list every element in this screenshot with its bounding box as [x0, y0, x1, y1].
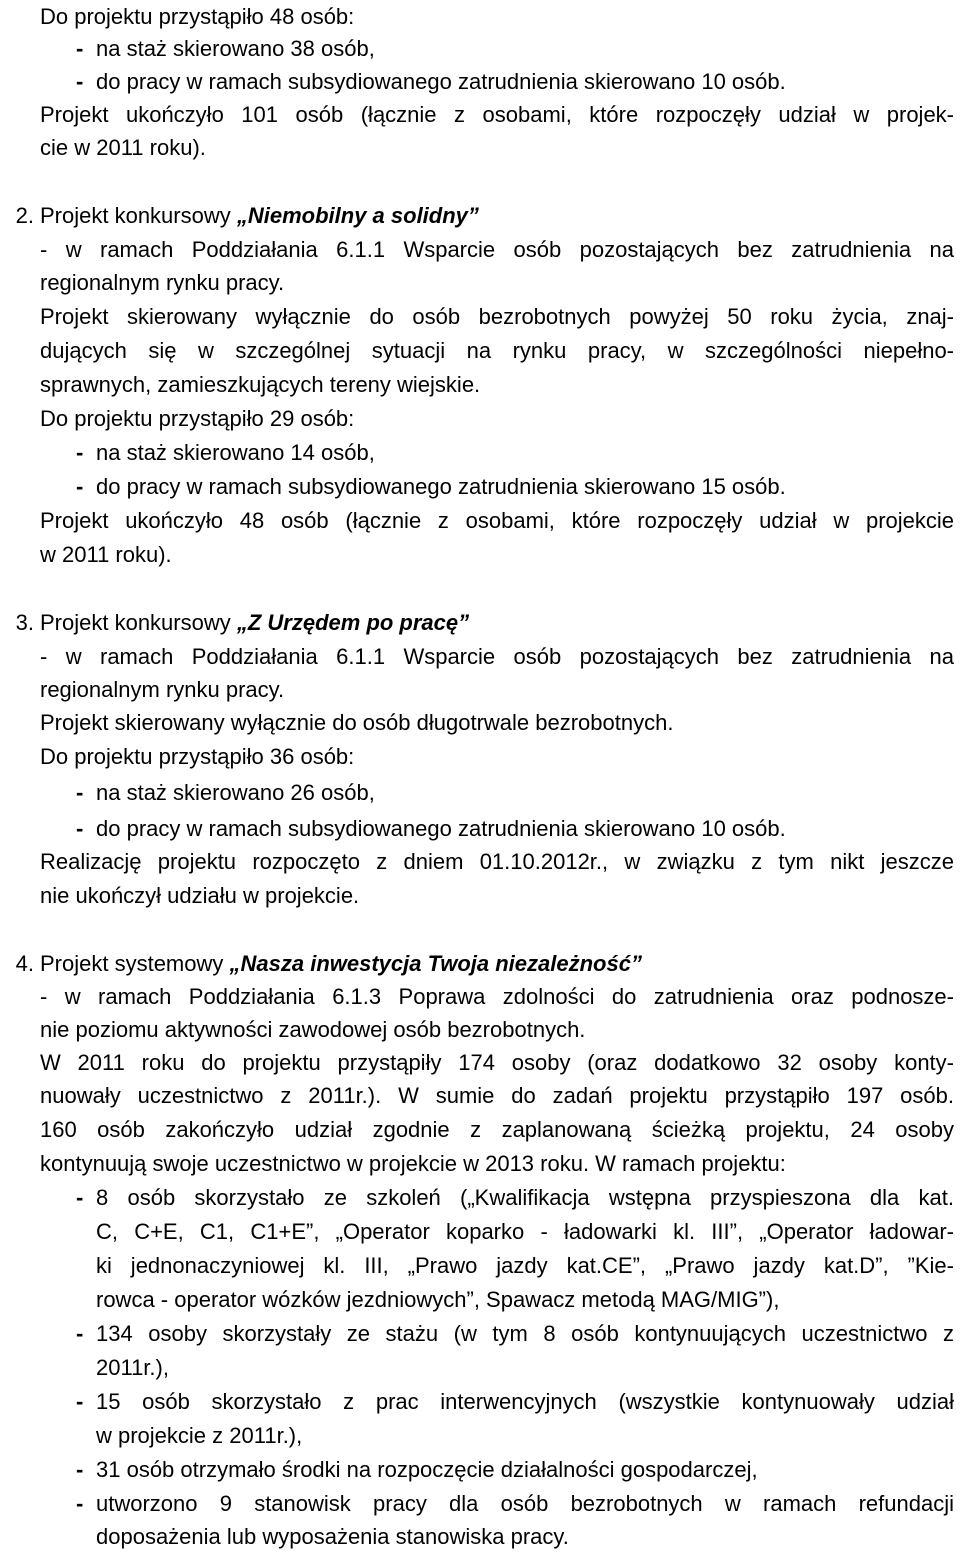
list-item: na staż skierowano 14 osób, [96, 440, 375, 465]
section-heading [40, 199, 954, 233]
list-item-continued: C, C+E, C1, C1+E”, „Operator koparko - ładowarki kl. III”, „Operator ładowar- [96, 1219, 954, 1244]
text-line: - w ramach Poddziałania 6.1.1 Wsparcie osób pozostających bez zatrudnienia na [40, 237, 954, 262]
list-dash: - [76, 1457, 84, 1482]
text-line: nuowały uczestnictwo z 2011r.). W sumie do zadań projektu przystąpiło 197 osób. [40, 1083, 954, 1108]
project-title: „Nasza inwestycja Twoja niezależność” [229, 951, 642, 976]
list-dash: - [76, 440, 84, 465]
section-number: 4. [15, 951, 34, 976]
list-item: 8 osób skorzystało ze szkoleń („Kwalifikacja wstępna przyspieszona dla kat. [96, 1185, 954, 1210]
text-line: kontynuują swoje uczestnictwo w projekcie w 2013 roku. W ramach projektu: [40, 1151, 786, 1176]
text-line: sprawnych, zamieszkujących tereny wiejskie. [40, 372, 481, 397]
text-line: dujących się w szczególnej sytuacji na rynku pracy, w szczególności niepełno- [40, 338, 954, 363]
list-item-continued: rowca - operator wózków jezdniowych”, Spawacz metodą MAG/MIG”), [96, 1287, 780, 1312]
list-item-continued: doposażenia lub wyposażenia stanowiska pracy. [96, 1524, 569, 1549]
section-heading [40, 947, 954, 981]
text-line: regionalnym rynku pracy. [40, 677, 285, 702]
list-item: na staż skierowano 38 osób, [96, 36, 375, 61]
text-line: - w ramach Poddziałania 6.1.1 Wsparcie osób pozostających bez zatrudnienia na [40, 644, 954, 669]
text-line: Projekt skierowany wyłącznie do osób bezrobotnych powyżej 50 roku życia, znaj- [40, 304, 954, 329]
list-dash: - [76, 69, 84, 94]
text-line: nie ukończył udziału w projekcie. [40, 883, 360, 908]
text-line: Do projektu przystąpiło 36 osób: [40, 744, 355, 769]
section-heading [40, 606, 954, 640]
list-dash: - [76, 1321, 84, 1346]
list-item: na staż skierowano 26 osób, [96, 780, 375, 805]
list-item: 15 osób skorzystało z prac interwencyjnych (wszystkie kontynuowały udział [96, 1389, 954, 1414]
text-line: Projekt ukończyło 48 osób (łącznie z osobami, które rozpoczęły udział w projekcie [40, 508, 954, 533]
heading-prefix: Projekt konkursowy [40, 203, 237, 228]
project-title: „Niemobilny a solidny” [236, 203, 479, 228]
text-line: Projekt skierowany wyłącznie do osób długotrwale bezrobotnych. [40, 710, 674, 735]
text-line: W 2011 roku do projektu przystąpiły 174 osoby (oraz dodatkowo 32 osoby konty- [40, 1050, 954, 1075]
list-dash: - [76, 36, 84, 61]
list-dash: - [76, 1389, 84, 1414]
list-item: 134 osoby skorzystały ze stażu (w tym 8 osób kontynuujących uczestnictwo z [96, 1321, 954, 1346]
list-item-continued: ki jednonaczyniowej kl. III, „Prawo jazdy kat.CE”, „Prawo jazdy kat.D”, ”Kie- [96, 1253, 954, 1278]
section-number: 3. [15, 610, 34, 635]
list-item: do pracy w ramach subsydiowanego zatrudnienia skierowano 10 osób. [96, 816, 786, 841]
text-line: w 2011 roku). [40, 542, 172, 567]
text-line: cie w 2011 roku). [40, 135, 206, 160]
heading-prefix: Projekt konkursowy [40, 610, 237, 635]
list-item: do pracy w ramach subsydiowanego zatrudnienia skierowano 10 osób. [96, 69, 786, 94]
list-dash: - [76, 780, 84, 805]
text-line: Projekt ukończyło 101 osób (łącznie z osobami, które rozpoczęły udział w projek- [40, 102, 954, 127]
list-item: utworzono 9 stanowisk pracy dla osób bezrobotnych w ramach refundacji [96, 1491, 954, 1516]
list-item: 31 osób otrzymało środki na rozpoczęcie działalności gospodarczej, [96, 1457, 758, 1482]
list-item-continued: w projekcie z 2011r.), [96, 1423, 303, 1448]
project-title: „Z Urzędem po pracę” [236, 610, 470, 635]
list-item-continued: 2011r.), [96, 1355, 169, 1380]
list-dash: - [76, 1491, 84, 1516]
list-dash: - [76, 1185, 84, 1210]
text-line: nie poziomu aktywności zawodowej osób bezrobotnych. [40, 1017, 586, 1042]
text-line: - w ramach Poddziałania 6.1.3 Poprawa zdolności do zatrudnienia oraz podnosze- [40, 984, 954, 1009]
list-dash: - [76, 816, 84, 841]
section-number: 2. [15, 203, 34, 228]
heading-prefix: Projekt systemowy [40, 951, 230, 976]
text-line: Realizację projektu rozpoczęto z dniem 01.10.2012r., w związku z tym nikt jeszcze [40, 849, 954, 874]
text-line: Do projektu przystąpiło 29 osób: [40, 406, 355, 431]
list-item: do pracy w ramach subsydiowanego zatrudnienia skierowano 15 osób. [96, 474, 786, 499]
list-dash: - [76, 474, 84, 499]
text-line: regionalnym rynku pracy. [40, 270, 285, 295]
text-line: 160 osób zakończyło udział zgodnie z zaplanowaną ścieżką projektu, 24 osoby [40, 1117, 954, 1142]
text-line: Do projektu przystąpiło 48 osób: [40, 4, 355, 29]
